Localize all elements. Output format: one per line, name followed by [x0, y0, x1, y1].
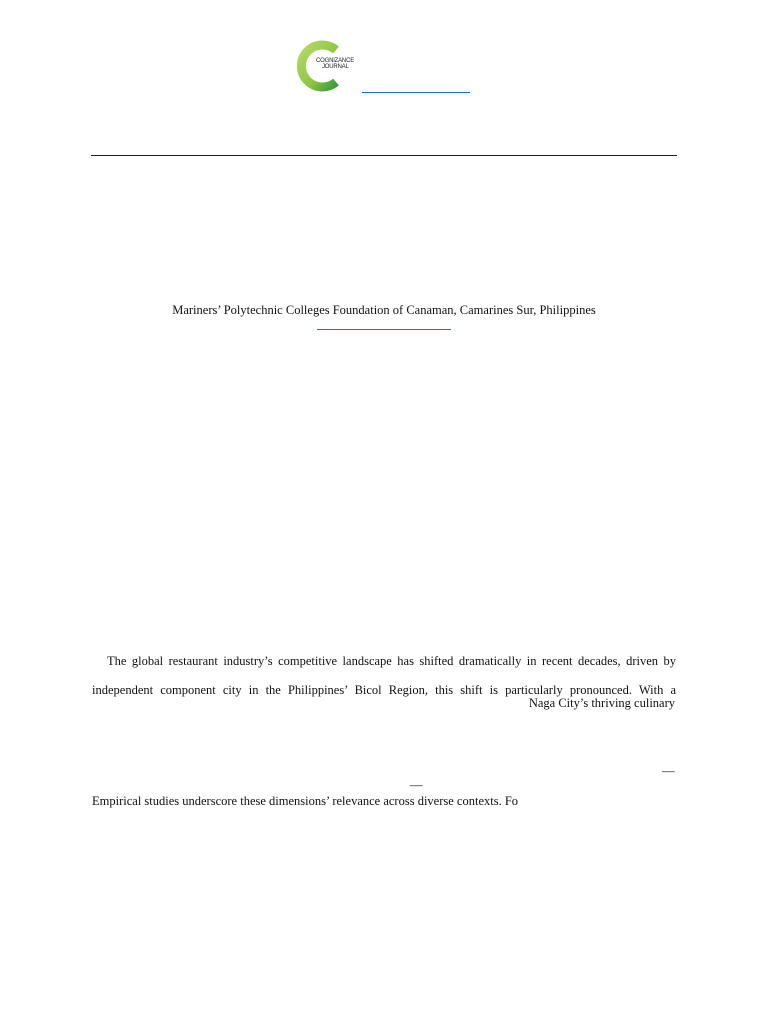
em-dash-center: — — [410, 778, 423, 792]
header-link[interactable] — [362, 92, 470, 93]
journal-logo — [296, 40, 366, 92]
email-link[interactable] — [317, 329, 451, 330]
body-line-3: Naga City’s thriving culinary — [528, 696, 675, 710]
em-dash-right: — — [662, 764, 675, 778]
logo-wordmark — [316, 58, 354, 70]
author-affiliation: Mariners’ Polytechnic Colleges Foundation of Canaman, Camarines Sur, Philippines — [172, 303, 596, 317]
header-rule — [91, 155, 677, 156]
body-line-1: The global restaurant industry’s competitive landscape has shifted dramatically in recent decades, driven by — [107, 654, 676, 668]
body-line-2: independent component city in the Philippines’ Bicol Region, this shift is particularly pronounced. With a — [92, 683, 676, 697]
body-line-4: Empirical studies underscore these dimensions’ relevance across diverse contexts. Fo — [92, 794, 519, 808]
logo-text-line1: COGNIZANCE — [316, 58, 355, 64]
logo-text-line2: JOURNAL — [322, 64, 349, 70]
